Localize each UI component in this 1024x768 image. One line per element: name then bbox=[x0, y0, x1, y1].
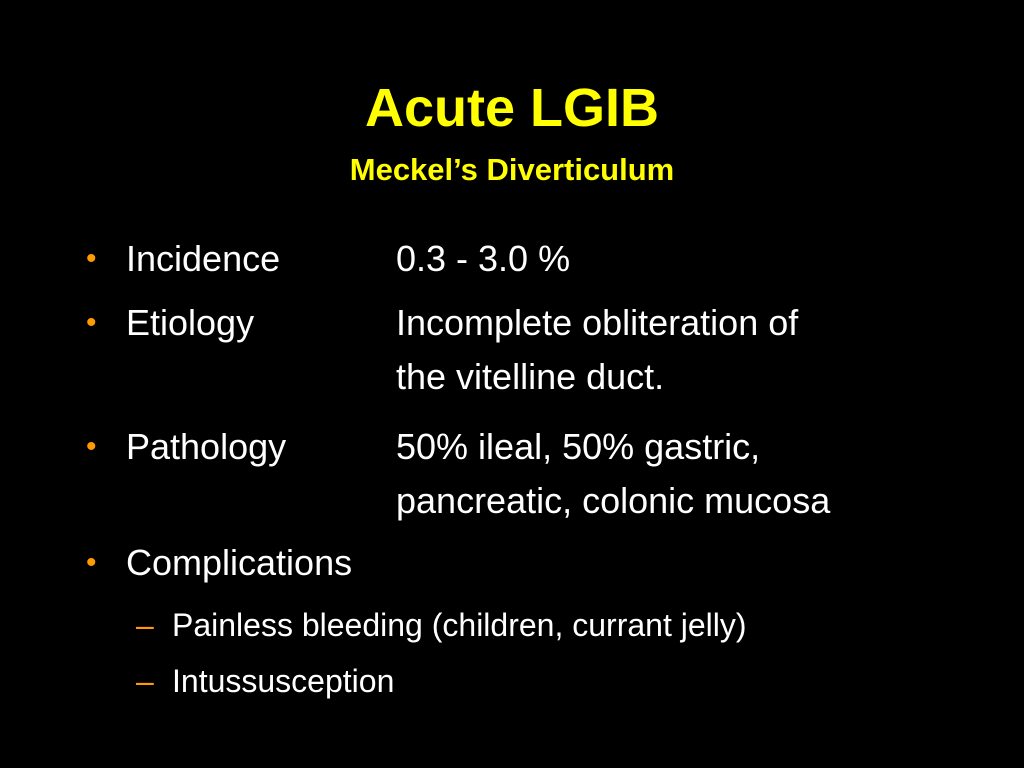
bullet-icon: • bbox=[86, 430, 97, 463]
slide-subtitle: Meckel’s Diverticulum bbox=[349, 152, 675, 187]
bullet-description: pancreatic, colonic mucosa bbox=[396, 480, 831, 521]
dash-icon: – bbox=[136, 607, 154, 643]
bullet-term: Complications bbox=[126, 542, 353, 583]
bullet-term: Etiology bbox=[126, 302, 255, 343]
dash-icon: – bbox=[136, 663, 154, 699]
bullet-description: Incomplete obliteration of bbox=[396, 302, 799, 343]
bullet-description: 0.3 - 3.0 % bbox=[396, 238, 571, 279]
bullet-term: Incidence bbox=[126, 238, 281, 279]
sub-item-text: Painless bleeding (children, currant jelly) bbox=[172, 607, 747, 643]
bullet-description: the vitelline duct. bbox=[396, 356, 665, 397]
bullet-icon: • bbox=[86, 546, 97, 579]
sub-item-text: Intussusception bbox=[172, 663, 395, 699]
bullet-icon: • bbox=[86, 242, 97, 275]
bullet-icon: • bbox=[86, 306, 97, 339]
slide-title: Acute LGIB bbox=[364, 78, 660, 138]
bullet-term: Pathology bbox=[126, 426, 287, 467]
bullet-description: 50% ileal, 50% gastric, bbox=[396, 426, 761, 467]
